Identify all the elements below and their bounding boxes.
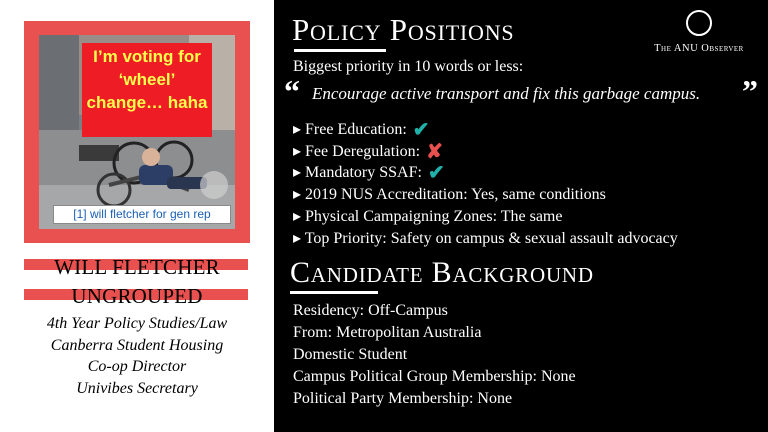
candidate-details (0, 313, 274, 399)
speech-line: ‘wheel’ (118, 70, 176, 89)
background-title-underline (290, 291, 378, 294)
candidate-name: WILL FLETCHER (54, 255, 220, 279)
position-top-priority: ▸ Top Priority: Safety on campus & sexual assault advocacy (293, 230, 678, 247)
right-panel (274, 0, 768, 432)
position-nus-accreditation: ▸ 2019 NUS Accreditation: Yes, same conditions (293, 186, 606, 203)
logo-text: The ANU Observer (654, 43, 744, 54)
quote-text: Encourage active transport and fix this garbage campus. (312, 84, 701, 103)
background-item: Residency: Off-Campus (293, 302, 448, 319)
close-quote-icon: ” (742, 73, 758, 109)
background-item: Campus Political Group Membership: None (293, 368, 576, 385)
position-label: ▸ Fee Deregulation: (293, 143, 421, 160)
background-item: Domestic Student (293, 346, 408, 363)
background-title: Candidate Background (290, 256, 594, 289)
position-free-education (293, 119, 430, 141)
check-icon: ✔ (412, 119, 430, 141)
detail-line: Canberra Student Housing (50, 336, 224, 354)
check-icon: ✔ (427, 162, 445, 184)
speech-line: change… haha (86, 93, 208, 112)
candidate-group: UNGROUPED (71, 284, 203, 308)
speech-bubble (82, 43, 212, 137)
candidate-name-block (0, 253, 274, 311)
cross-icon: ✘ (426, 141, 443, 163)
background-item: Political Party Membership: None (293, 390, 513, 407)
policy-title: Policy Positions (292, 12, 515, 47)
speech-line: I’m voting for (93, 47, 201, 66)
candidate-photo (39, 35, 235, 229)
position-label: ▸ Free Education: (293, 121, 407, 138)
detail-line: 4th Year Policy Studies/Law (46, 315, 228, 332)
detail-line: Univibes Secretary (76, 379, 198, 397)
open-quote-icon: “ (284, 73, 300, 109)
priority-label: Biggest priority in 10 words or less: (293, 58, 524, 75)
position-fee-deregulation (293, 141, 443, 163)
position-mandatory-ssaf (293, 162, 445, 184)
photo-frame (24, 21, 250, 243)
detail-line: Co-op Director (87, 358, 187, 375)
position-label: ▸ Mandatory SSAF: (293, 164, 422, 181)
left-panel (0, 0, 274, 432)
position-campaigning-zones: ▸ Physical Campaigning Zones: The same (293, 208, 563, 225)
policy-title-underline (294, 49, 386, 52)
background-item: From: Metropolitan Australia (293, 324, 482, 341)
logo-icon (686, 10, 712, 36)
anu-observer-logo (644, 10, 754, 54)
photo-caption: [1] will fletcher for gen rep (53, 205, 231, 224)
